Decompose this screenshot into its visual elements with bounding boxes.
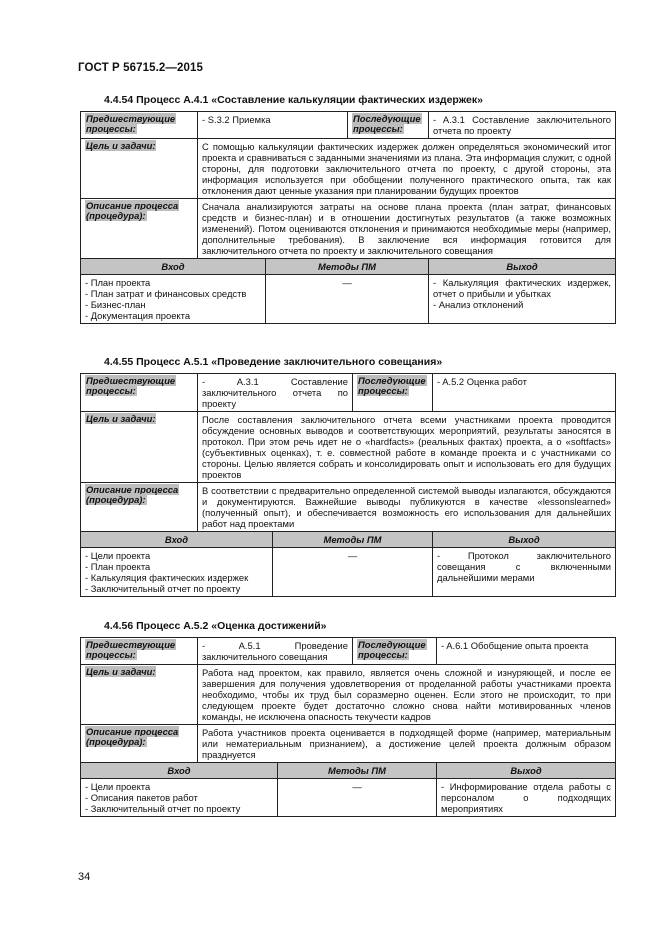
page-number: 34: [78, 871, 91, 883]
description-label: Описание процесса (процедура):: [86, 200, 179, 221]
input-item: - Бизнес-план: [85, 299, 146, 310]
following-label-cell: [353, 638, 437, 665]
preceding-label-cell: [81, 638, 198, 665]
input-header: Вход: [81, 532, 273, 548]
processes-row: [81, 374, 616, 412]
methods-value: —: [273, 548, 433, 597]
io-row: [81, 275, 616, 324]
following-value: - A.5.2 Оценка работ: [433, 374, 616, 412]
input-item: - Калькуляция фактических издержек: [85, 572, 249, 583]
description-row: [81, 483, 616, 532]
output-item: - Информирование отдела работы с персоналом о подходящих мероприятиях: [441, 781, 611, 814]
input-cell: [81, 275, 266, 324]
goals-row: [81, 665, 616, 725]
input-item: - План проекта: [85, 277, 151, 288]
description-text: В соответствии с предварительно определенной системой выводы излагаются, обсуждаются и документируются. Важнейшие выводы публикуются в качестве «lessonslearned» (полученный опыт), и обеспечивается возможность его использования для дальнейших работ над проектами: [198, 483, 616, 532]
preceding-label: Предшествующие процессы:: [86, 113, 176, 134]
preceding-value: - A.5.1 Проведение заключительного совещания: [198, 638, 353, 665]
preceding-value: - A.3.1 Составление заключительного отчета по проекту: [198, 374, 353, 412]
description-row: [81, 725, 616, 763]
output-cell: [429, 275, 616, 324]
input-list: [85, 781, 273, 814]
goals-label-cell: [81, 139, 198, 199]
output-item: - Протокол заключительного совещания с включенными дальнейшими мерами: [437, 550, 612, 583]
goals-label: Цель и задачи:: [86, 413, 156, 424]
input-list: [85, 277, 261, 321]
process-section-a51: [80, 356, 615, 597]
input-item: - План затрат и финансовых средств: [85, 288, 247, 299]
input-item: - Цели проекта: [85, 781, 151, 792]
description-text: Сначала анализируются затраты на основе плана проекта (план затрат, финансовых средств и бизнес-план) и в отношении достигнутых результатов (а также возможных изменений). Потом оцениваются отклонения и принимаются необходимые меры (например, дополнительные требования). В заключение вся информация готовится для заключительного отчета по проекту и заключительного совещания: [198, 199, 616, 259]
preceding-label-cell: [81, 112, 198, 139]
output-item: - Анализ отклонений: [433, 299, 524, 310]
process-table: [80, 111, 616, 324]
document-header: ГОСТ Р 56715.2—2015: [78, 62, 203, 74]
methods-header: Методы ПМ: [278, 763, 437, 779]
goals-row: [81, 139, 616, 199]
io-header-row: [81, 532, 616, 548]
preceding-value: - S.3.2 Приемка: [198, 112, 348, 139]
io-row: [81, 779, 616, 817]
input-header: Вход: [81, 763, 278, 779]
process-section-a52: [80, 620, 615, 817]
description-label-cell: [81, 199, 198, 259]
description-label-cell: [81, 483, 198, 532]
processes-row: [81, 112, 616, 139]
description-label: Описание процесса (процедура):: [86, 726, 179, 747]
following-label-cell: [348, 112, 429, 139]
description-label-cell: [81, 725, 198, 763]
output-cell: [437, 779, 616, 817]
process-table: [80, 373, 616, 597]
input-header: Вход: [81, 259, 266, 275]
methods-value: —: [266, 275, 429, 324]
section-title: 4.4.56 Процесс А.5.2 «Оценка достижений»: [104, 620, 327, 632]
preceding-label: Предшествующие процессы:: [86, 639, 176, 660]
preceding-label: Предшествующие процессы:: [86, 375, 176, 396]
process-table: [80, 637, 616, 817]
goals-label: Цель и задачи:: [86, 140, 156, 151]
following-value: - A.3.1 Составление заключительного отчета по проекту: [429, 112, 616, 139]
io-header-row: [81, 763, 616, 779]
following-value: - A.6.1 Обобщение опыта проекта: [437, 638, 616, 665]
input-item: - Описания пакетов работ: [85, 792, 198, 803]
input-item: - Заключительный отчет по проекту: [85, 803, 241, 814]
output-item: - Калькуляция фактических издержек, отчет о прибыли и убытках: [433, 277, 611, 299]
output-cell: [433, 548, 616, 597]
process-section-a41: [80, 94, 615, 324]
goals-label-cell: [81, 665, 198, 725]
following-label-cell: [353, 374, 433, 412]
goals-text: Работа над проектом, как правило, является очень сложной и изнуряющей, и после ее завершения для получения удовлетворения от проделанной работы участниками проекта необходимо, чтобы их труд был соразмерно оценен. Если этого не происходит, то при следующем проекте будет достаточно сложно снова найти мотивированных членов команды, не исключена опасность текучести кадров: [198, 665, 616, 725]
output-header: Выход: [433, 532, 616, 548]
section-title: 4.4.54 Процесс А.4.1 «Составление калькуляции фактических издержек»: [104, 94, 483, 106]
io-row: [81, 548, 616, 597]
input-cell: [81, 779, 278, 817]
goals-label: Цель и задачи:: [86, 666, 156, 677]
output-list: [441, 781, 611, 814]
goals-label-cell: [81, 412, 198, 483]
output-list: [437, 550, 611, 583]
input-item: - Заключительный отчет по проекту: [85, 583, 241, 594]
description-row: [81, 199, 616, 259]
goals-text: После составления заключительного отчета всеми участниками проекта проводится обсуждение основных выводов и соответствующих мероприятий, результаты заносятся в протокол. При этом речь идет не о «hardfacts» (реальных фактах) проекта, а о «softfacts» (субъективных оценках), т. е. совместной работе в команде проекта и с участниками со стороны. Целью является собрать и консолидировать опыт и использовать его для будущих проектов: [198, 412, 616, 483]
input-item: - Документация проекта: [85, 310, 191, 321]
input-cell: [81, 548, 273, 597]
methods-header: Методы ПМ: [273, 532, 433, 548]
following-label: Последующие процессы:: [358, 375, 426, 396]
description-text: Работа участников проекта оценивается в подходящей форме (например, материальным или нематериальным признанием), а достижение целей проекта должным образом празднуется: [198, 725, 616, 763]
following-label: Последующие процессы:: [358, 639, 426, 660]
output-list: [433, 277, 611, 310]
goals-text: С помощью калькуляции фактических издержек должен определяться экономический итог проекта и сравниваться с заданными значениями из плана. Эта информация служит, с одной стороны, для подготовки заключительного отчета по проекту, с другой стороны, эта информация используется при обобщении полученного практического опыта, так как отклонения дают ценные указания при планировании будущих проектов: [198, 139, 616, 199]
goals-row: [81, 412, 616, 483]
description-label: Описание процесса (процедура):: [86, 484, 179, 505]
input-item: - План проекта: [85, 561, 151, 572]
section-title: 4.4.55 Процесс А.5.1 «Проведение заключительного совещания»: [104, 356, 443, 368]
preceding-label-cell: [81, 374, 198, 412]
input-item: - Цели проекта: [85, 550, 151, 561]
methods-value: —: [278, 779, 437, 817]
methods-header: Методы ПМ: [266, 259, 429, 275]
output-header: Выход: [429, 259, 616, 275]
processes-row: [81, 638, 616, 665]
following-label: Последующие процессы:: [353, 113, 421, 134]
io-header-row: [81, 259, 616, 275]
input-list: [85, 550, 268, 594]
output-header: Выход: [437, 763, 616, 779]
